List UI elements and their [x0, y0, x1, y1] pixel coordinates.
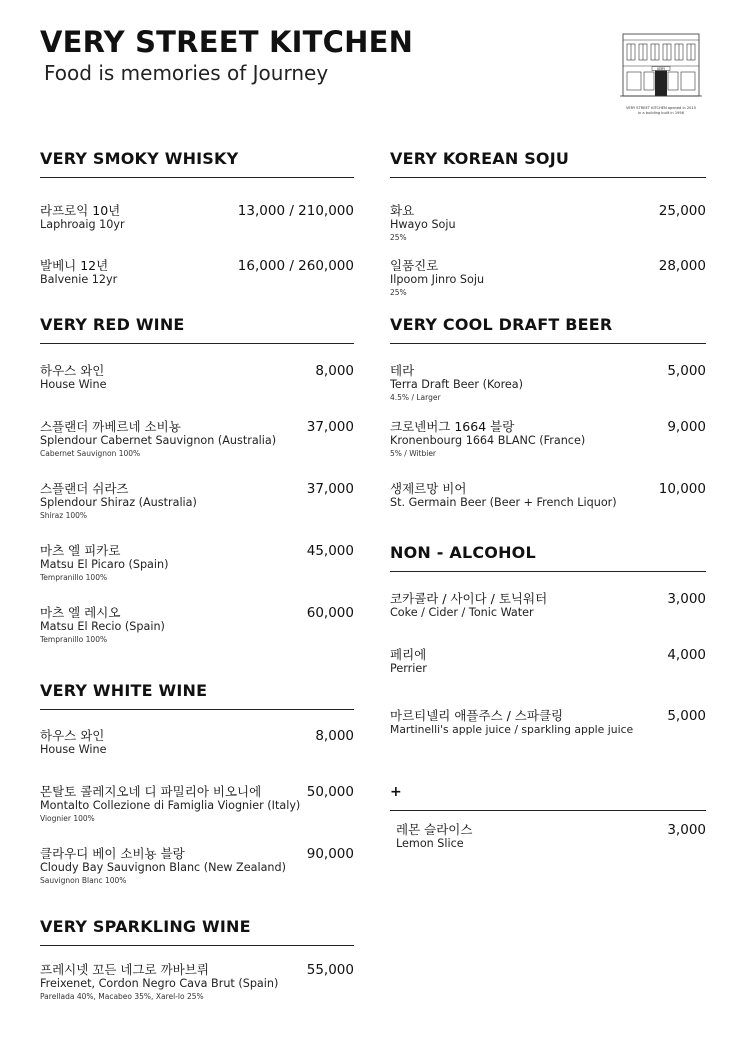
section-red-wine — [40, 315, 354, 644]
item-name-korean: 라프로익 10년 — [40, 203, 121, 218]
item-price: 45,000 — [306, 543, 354, 559]
item-name-english: Matsu El Recio (Spain) — [40, 620, 165, 633]
restaurant-title: VERY STREET KITCHEN — [40, 25, 414, 59]
item-name-english: Perrier — [390, 662, 427, 675]
item-note: 25% — [390, 233, 407, 242]
menu-item — [396, 822, 706, 850]
item-note: 5% / Witbier — [390, 449, 437, 458]
item-price: 37,000 — [306, 481, 354, 497]
section-beer — [390, 315, 706, 509]
section-title-non-alcohol: NON - ALCOHOL — [390, 543, 706, 572]
section-whisky — [40, 149, 354, 286]
logo-caption-line-1: VERY STREET KITCHEN opened in 2015 — [625, 106, 697, 110]
menu-item — [40, 419, 354, 459]
section-sparkling-wine — [40, 917, 354, 1001]
item-name-korean: 마츠 엘 레시오 — [40, 605, 121, 620]
item-price: 28,000 — [658, 258, 706, 274]
item-price: 5,000 — [667, 708, 706, 724]
menu-item — [390, 708, 706, 736]
menu-item — [40, 962, 354, 1002]
menu-item — [390, 419, 706, 459]
item-name-english: Cloudy Bay Sauvignon Blanc (New Zealand) — [40, 861, 286, 874]
menu-item — [390, 481, 706, 509]
item-price: 9,000 — [667, 419, 706, 435]
item-price: 25,000 — [658, 203, 706, 219]
item-price: 16,000 / 260,000 — [237, 258, 354, 274]
item-name-english: Martinelli's apple juice / sparkling apple juice — [390, 723, 634, 736]
item-note: Viognier 100% — [40, 814, 95, 823]
item-name-english: Splendour Cabernet Sauvignon (Australia) — [40, 434, 277, 447]
item-note: 25% — [390, 288, 407, 297]
building-sign-text: VERY — [656, 66, 666, 71]
menu-item — [40, 543, 354, 583]
item-name-english: Kronenbourg 1664 BLANC (France) — [390, 434, 586, 447]
menu-item — [40, 846, 354, 886]
menu-item — [390, 258, 706, 298]
item-name-korean: 마르티넬리 애플주스 / 스파클링 — [390, 708, 564, 723]
item-price: 5,000 — [667, 363, 706, 379]
item-name-korean: 코카콜라 / 사이다 / 토닉워터 — [390, 591, 548, 606]
logo-caption-line-2: in a building built in 1956 — [638, 110, 684, 115]
item-name-english: House Wine — [40, 743, 107, 756]
item-name-korean: 마츠 엘 피카로 — [40, 543, 121, 558]
menu-item — [40, 258, 354, 286]
item-name-english: Matsu El Picaro (Spain) — [40, 558, 169, 571]
item-price: 13,000 / 210,000 — [237, 203, 354, 219]
item-price: 37,000 — [306, 419, 354, 435]
item-price: 60,000 — [306, 605, 354, 621]
item-price: 3,000 — [667, 591, 706, 607]
logo-caption — [620, 106, 702, 115]
item-name-korean: 화요 — [390, 203, 415, 218]
item-name-english: Hwayo Soju — [390, 218, 456, 231]
menu-item — [40, 728, 354, 756]
item-note: Shiraz 100% — [40, 511, 88, 520]
menu-item — [40, 363, 354, 391]
building-logo — [620, 32, 702, 115]
menu-item — [40, 481, 354, 521]
item-name-korean: 클라우디 베이 소비뇽 블랑 — [40, 846, 185, 861]
section-title-beer: VERY COOL DRAFT BEER — [390, 315, 706, 344]
item-name-english: Balvenie 12yr — [40, 273, 118, 286]
section-soju — [390, 149, 706, 297]
menu-item — [390, 363, 706, 403]
menu-item — [390, 203, 706, 243]
item-name-english: Lemon Slice — [396, 837, 464, 850]
restaurant-tagline: Food is memories of Journey — [44, 61, 329, 85]
item-name-english: Coke / Cider / Tonic Water — [390, 606, 534, 619]
item-note: Sauvignon Blanc 100% — [40, 876, 127, 885]
section-title-whisky: VERY SMOKY WHISKY — [40, 149, 354, 178]
section-addon — [390, 782, 706, 850]
item-price: 55,000 — [306, 962, 354, 978]
brand-header — [40, 24, 413, 86]
item-name-korean: 레몬 슬라이스 — [396, 822, 473, 837]
item-name-korean: 생제르망 비어 — [390, 481, 467, 496]
item-name-korean: 페리에 — [390, 647, 427, 662]
item-name-english: Terra Draft Beer (Korea) — [390, 378, 524, 391]
section-title-white-wine: VERY WHITE WINE — [40, 681, 354, 710]
item-note: Tempranillo 100% — [40, 573, 108, 582]
section-title-sparkling-wine: VERY SPARKLING WINE — [40, 917, 354, 946]
item-name-english: Montalto Collezione di Famiglia Viognier (Italy) — [40, 799, 301, 812]
item-price: 10,000 — [658, 481, 706, 497]
item-price: 90,000 — [306, 846, 354, 862]
item-name-english: St. Germain Beer (Beer + French Liquor) — [390, 496, 617, 509]
item-price: 50,000 — [306, 784, 354, 800]
section-white-wine — [40, 681, 354, 885]
menu-item — [390, 591, 706, 619]
item-note: Parellada 40%, Macabeo 35%, Xarel-lo 25% — [40, 992, 204, 1001]
item-note: 4.5% / Larger — [390, 393, 441, 402]
section-title-addon: + — [390, 782, 706, 811]
section-title-red-wine: VERY RED WINE — [40, 315, 354, 344]
item-name-korean: 하우스 와인 — [40, 728, 105, 743]
item-name-english: Freixenet, Cordon Negro Cava Brut (Spain) — [40, 977, 279, 990]
menu-item — [40, 203, 354, 231]
item-name-korean: 스플랜더 까베르네 소비뇽 — [40, 419, 181, 434]
section-title-soju: VERY KOREAN SOJU — [390, 149, 706, 178]
menu-item — [40, 784, 354, 824]
item-name-english: Laphroaig 10yr — [40, 218, 125, 231]
item-name-korean: 발베니 12년 — [40, 258, 109, 273]
item-price: 8,000 — [315, 728, 354, 744]
menu-item — [390, 647, 706, 675]
item-price: 4,000 — [667, 647, 706, 663]
item-name-korean: 프레시넷 꼬든 네그로 까바브뤼 — [40, 962, 209, 977]
item-note: Tempranillo 100% — [40, 635, 108, 644]
item-name-korean: 몬탈토 콜레지오네 디 파밀리아 비오니에 — [40, 784, 262, 799]
item-note: Cabernet Sauvignon 100% — [40, 449, 141, 458]
item-price: 8,000 — [315, 363, 354, 379]
item-name-korean: 테라 — [390, 363, 415, 378]
section-non-alcohol — [390, 543, 706, 736]
menu-item — [40, 605, 354, 645]
item-name-korean: 스플랜더 쉬라즈 — [40, 481, 129, 496]
item-name-korean: 크로넨버그 1664 블랑 — [390, 419, 515, 434]
item-name-korean: 하우스 와인 — [40, 363, 105, 378]
item-price: 3,000 — [667, 822, 706, 838]
item-name-english: Ilpoom Jinro Soju — [390, 273, 485, 286]
item-name-english: Splendour Shiraz (Australia) — [40, 496, 197, 509]
item-name-english: House Wine — [40, 378, 107, 391]
item-name-korean: 일품진로 — [390, 258, 439, 273]
building-illustration-icon — [620, 32, 702, 98]
